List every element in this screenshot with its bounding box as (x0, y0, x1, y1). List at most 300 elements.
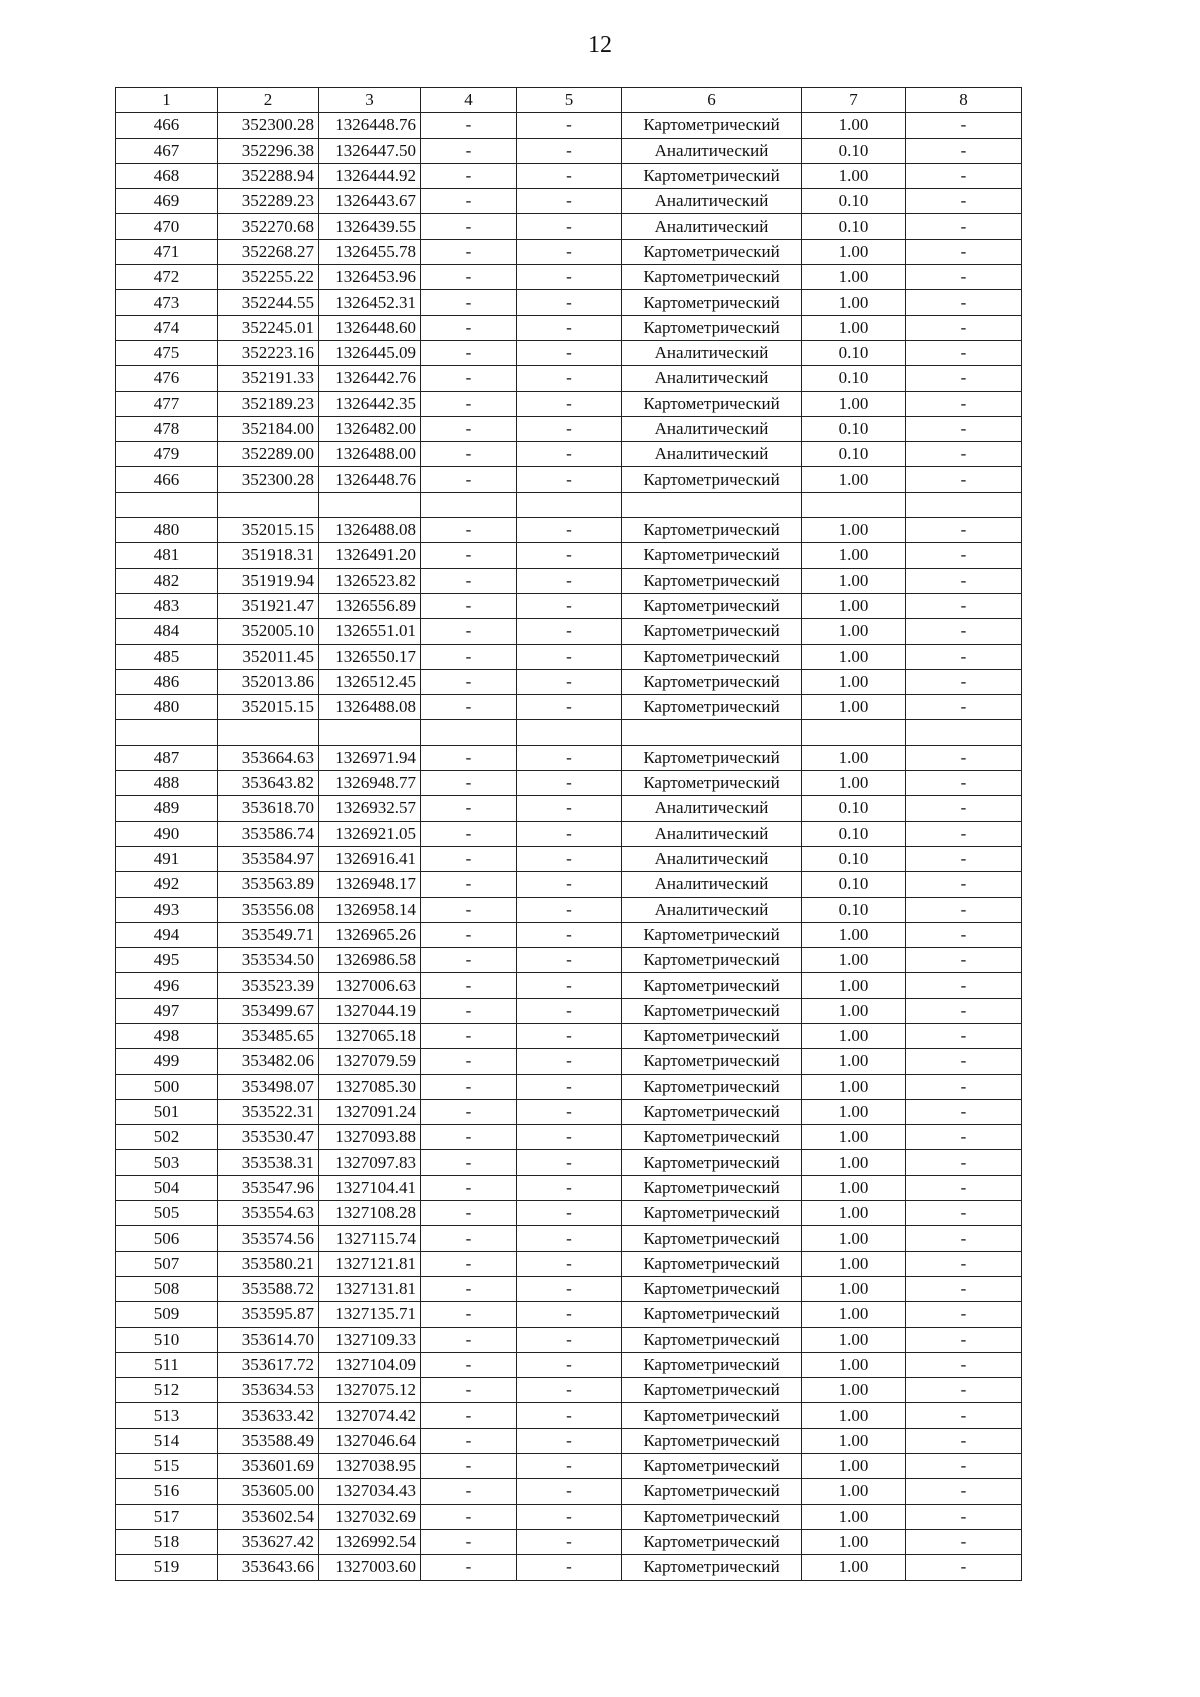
y-coordinate-cell: 1326439.55 (319, 214, 421, 239)
x-coordinate-cell: 353534.50 (218, 948, 319, 973)
column-header: 4 (421, 88, 517, 113)
col4-cell: - (421, 593, 517, 618)
col4-cell: - (421, 619, 517, 644)
column-header: 6 (622, 88, 802, 113)
col4-cell: - (421, 745, 517, 770)
table-row (116, 1150, 1022, 1175)
method-cell: Картометрический (622, 1555, 802, 1580)
accuracy-cell: 1.00 (802, 290, 906, 315)
col5-cell: - (517, 340, 622, 365)
y-coordinate-cell: 1326447.50 (319, 138, 421, 163)
table-row (116, 1276, 1022, 1301)
col5-cell: - (517, 821, 622, 846)
col8-cell (906, 492, 1022, 517)
y-coordinate-cell: 1327003.60 (319, 1555, 421, 1580)
table-row (116, 1454, 1022, 1479)
table-row (116, 1125, 1022, 1150)
col5-cell: - (517, 1049, 622, 1074)
col8-cell: - (906, 745, 1022, 770)
table-row (116, 872, 1022, 897)
y-coordinate-cell: 1327074.42 (319, 1403, 421, 1428)
y-coordinate-cell: 1327032.69 (319, 1504, 421, 1529)
point-number-cell: 480 (116, 518, 218, 543)
x-coordinate-cell: 353574.56 (218, 1226, 319, 1251)
col5-cell: - (517, 846, 622, 871)
x-coordinate-cell: 351921.47 (218, 593, 319, 618)
col8-cell: - (906, 340, 1022, 365)
col8-cell: - (906, 1504, 1022, 1529)
x-coordinate-cell: 351919.94 (218, 568, 319, 593)
point-number-cell (116, 492, 218, 517)
table-row (116, 1302, 1022, 1327)
table-row-separator (116, 720, 1022, 745)
point-number-cell: 473 (116, 290, 218, 315)
col4-cell: - (421, 796, 517, 821)
table-row (116, 922, 1022, 947)
point-number-cell: 482 (116, 568, 218, 593)
point-number-cell: 474 (116, 315, 218, 340)
coordinates-table (115, 87, 1022, 1581)
x-coordinate-cell: 353549.71 (218, 922, 319, 947)
col5-cell: - (517, 1454, 622, 1479)
point-number-cell: 512 (116, 1378, 218, 1403)
col8-cell: - (906, 1023, 1022, 1048)
accuracy-cell: 0.10 (802, 214, 906, 239)
col4-cell: - (421, 189, 517, 214)
col5-cell: - (517, 644, 622, 669)
method-cell: Аналитический (622, 846, 802, 871)
col8-cell: - (906, 695, 1022, 720)
accuracy-cell: 1.00 (802, 1226, 906, 1251)
point-number-cell: 470 (116, 214, 218, 239)
accuracy-cell: 1.00 (802, 998, 906, 1023)
col4-cell: - (421, 1403, 517, 1428)
y-coordinate-cell: 1326523.82 (319, 568, 421, 593)
y-coordinate-cell: 1326512.45 (319, 669, 421, 694)
accuracy-cell: 0.10 (802, 340, 906, 365)
point-number-cell: 502 (116, 1125, 218, 1150)
x-coordinate-cell: 353499.67 (218, 998, 319, 1023)
col4-cell: - (421, 1504, 517, 1529)
method-cell: Картометрический (622, 391, 802, 416)
point-number-cell: 507 (116, 1251, 218, 1276)
table-row (116, 467, 1022, 492)
y-coordinate-cell: 1327079.59 (319, 1049, 421, 1074)
accuracy-cell: 1.00 (802, 518, 906, 543)
x-coordinate-cell: 352184.00 (218, 416, 319, 441)
table-row (116, 1049, 1022, 1074)
point-number-cell: 477 (116, 391, 218, 416)
x-coordinate-cell: 353584.97 (218, 846, 319, 871)
x-coordinate-cell: 353627.42 (218, 1529, 319, 1554)
accuracy-cell: 1.00 (802, 1529, 906, 1554)
col4-cell: - (421, 1378, 517, 1403)
table-row (116, 366, 1022, 391)
col8-cell: - (906, 593, 1022, 618)
col5-cell: - (517, 973, 622, 998)
method-cell: Картометрический (622, 1226, 802, 1251)
column-header: 2 (218, 88, 319, 113)
col8-cell: - (906, 669, 1022, 694)
col4-cell: - (421, 1023, 517, 1048)
method-cell: Картометрический (622, 593, 802, 618)
col8-cell (906, 720, 1022, 745)
col8-cell: - (906, 897, 1022, 922)
y-coordinate-cell: 1326971.94 (319, 745, 421, 770)
col4-cell: - (421, 1049, 517, 1074)
col5-cell: - (517, 163, 622, 188)
method-cell: Аналитический (622, 138, 802, 163)
y-coordinate-cell: 1327093.88 (319, 1125, 421, 1150)
method-cell: Картометрический (622, 669, 802, 694)
x-coordinate-cell: 353580.21 (218, 1251, 319, 1276)
accuracy-cell: 1.00 (802, 391, 906, 416)
col4-cell: - (421, 138, 517, 163)
accuracy-cell: 1.00 (802, 1125, 906, 1150)
method-cell: Картометрический (622, 467, 802, 492)
x-coordinate-cell: 352289.23 (218, 189, 319, 214)
col5-cell: - (517, 1428, 622, 1453)
col8-cell: - (906, 771, 1022, 796)
col8-cell: - (906, 1099, 1022, 1124)
accuracy-cell: 1.00 (802, 1428, 906, 1453)
y-coordinate-cell: 1327108.28 (319, 1201, 421, 1226)
col5-cell: - (517, 1125, 622, 1150)
y-coordinate-cell: 1327075.12 (319, 1378, 421, 1403)
col4-cell: - (421, 695, 517, 720)
table-row (116, 1504, 1022, 1529)
x-coordinate-cell: 353643.82 (218, 771, 319, 796)
col8-cell: - (906, 1479, 1022, 1504)
accuracy-cell: 1.00 (802, 315, 906, 340)
col8-cell: - (906, 467, 1022, 492)
col5-cell: - (517, 1023, 622, 1048)
table-row-separator (116, 492, 1022, 517)
accuracy-cell: 0.10 (802, 189, 906, 214)
y-coordinate-cell: 1326992.54 (319, 1529, 421, 1554)
col8-cell: - (906, 113, 1022, 138)
y-coordinate-cell: 1326551.01 (319, 619, 421, 644)
accuracy-cell: 0.10 (802, 846, 906, 871)
table-row (116, 1403, 1022, 1428)
accuracy-cell: 1.00 (802, 745, 906, 770)
point-number-cell: 499 (116, 1049, 218, 1074)
col4-cell: - (421, 872, 517, 897)
point-number-cell: 504 (116, 1175, 218, 1200)
col8-cell: - (906, 1327, 1022, 1352)
col5-cell: - (517, 1352, 622, 1377)
accuracy-cell: 1.00 (802, 1479, 906, 1504)
col8-cell: - (906, 214, 1022, 239)
x-coordinate-cell: 353643.66 (218, 1555, 319, 1580)
accuracy-cell: 1.00 (802, 669, 906, 694)
table-row (116, 695, 1022, 720)
method-cell: Картометрический (622, 1023, 802, 1048)
accuracy-cell: 1.00 (802, 695, 906, 720)
point-number-cell: 516 (116, 1479, 218, 1504)
method-cell: Картометрический (622, 745, 802, 770)
method-cell: Картометрический (622, 973, 802, 998)
method-cell: Картометрический (622, 771, 802, 796)
method-cell: Картометрический (622, 922, 802, 947)
col8-cell: - (906, 1125, 1022, 1150)
column-header: 7 (802, 88, 906, 113)
y-coordinate-cell: 1326488.00 (319, 442, 421, 467)
y-coordinate-cell: 1326445.09 (319, 340, 421, 365)
x-coordinate-cell: 353595.87 (218, 1302, 319, 1327)
col8-cell: - (906, 239, 1022, 264)
y-coordinate-cell: 1326488.08 (319, 695, 421, 720)
table-row (116, 821, 1022, 846)
point-number-cell: 493 (116, 897, 218, 922)
col5-cell: - (517, 1504, 622, 1529)
y-coordinate-cell: 1326921.05 (319, 821, 421, 846)
method-cell: Аналитический (622, 189, 802, 214)
col4-cell: - (421, 948, 517, 973)
col8-cell: - (906, 1529, 1022, 1554)
table-header-row (116, 88, 1022, 113)
method-cell: Картометрический (622, 1428, 802, 1453)
col8-cell: - (906, 1302, 1022, 1327)
y-coordinate-cell (319, 492, 421, 517)
col5-cell: - (517, 1226, 622, 1251)
col8-cell: - (906, 416, 1022, 441)
y-coordinate-cell: 1326442.76 (319, 366, 421, 391)
point-number-cell: 466 (116, 467, 218, 492)
x-coordinate-cell: 353563.89 (218, 872, 319, 897)
x-coordinate-cell (218, 720, 319, 745)
y-coordinate-cell: 1326986.58 (319, 948, 421, 973)
table-row (116, 1479, 1022, 1504)
col4-cell: - (421, 821, 517, 846)
accuracy-cell: 1.00 (802, 1251, 906, 1276)
table-row (116, 644, 1022, 669)
x-coordinate-cell: 352270.68 (218, 214, 319, 239)
col5-cell: - (517, 1403, 622, 1428)
x-coordinate-cell: 353482.06 (218, 1049, 319, 1074)
method-cell: Картометрический (622, 1302, 802, 1327)
col4-cell: - (421, 442, 517, 467)
table-row (116, 1529, 1022, 1554)
point-number-cell: 490 (116, 821, 218, 846)
col4-cell: - (421, 998, 517, 1023)
method-cell: Картометрический (622, 1276, 802, 1301)
col8-cell: - (906, 391, 1022, 416)
col5-cell: - (517, 897, 622, 922)
method-cell: Картометрический (622, 543, 802, 568)
table-row (116, 568, 1022, 593)
accuracy-cell: 1.00 (802, 1276, 906, 1301)
table-row (116, 1023, 1022, 1048)
y-coordinate-cell: 1326443.67 (319, 189, 421, 214)
table-row (116, 593, 1022, 618)
y-coordinate-cell: 1327085.30 (319, 1074, 421, 1099)
col5-cell: - (517, 189, 622, 214)
x-coordinate-cell: 353614.70 (218, 1327, 319, 1352)
x-coordinate-cell: 353602.54 (218, 1504, 319, 1529)
point-number-cell: 513 (116, 1403, 218, 1428)
accuracy-cell: 0.10 (802, 821, 906, 846)
x-coordinate-cell: 352289.00 (218, 442, 319, 467)
accuracy-cell: 1.00 (802, 467, 906, 492)
col5-cell: - (517, 568, 622, 593)
col8-cell: - (906, 973, 1022, 998)
y-coordinate-cell (319, 720, 421, 745)
point-number-cell: 466 (116, 113, 218, 138)
col5-cell: - (517, 315, 622, 340)
col4-cell: - (421, 568, 517, 593)
accuracy-cell: 1.00 (802, 1023, 906, 1048)
col8-cell: - (906, 1352, 1022, 1377)
table-row (116, 239, 1022, 264)
method-cell: Картометрический (622, 290, 802, 315)
x-coordinate-cell: 352245.01 (218, 315, 319, 340)
col8-cell: - (906, 366, 1022, 391)
col5-cell: - (517, 138, 622, 163)
col5-cell: - (517, 214, 622, 239)
col4-cell: - (421, 973, 517, 998)
col4-cell: - (421, 922, 517, 947)
table-row (116, 897, 1022, 922)
table-row (116, 669, 1022, 694)
method-cell: Картометрический (622, 998, 802, 1023)
col5-cell: - (517, 1378, 622, 1403)
col5-cell (517, 720, 622, 745)
method-cell (622, 720, 802, 745)
y-coordinate-cell: 1326452.31 (319, 290, 421, 315)
col5-cell: - (517, 998, 622, 1023)
col8-cell: - (906, 1276, 1022, 1301)
y-coordinate-cell: 1327135.71 (319, 1302, 421, 1327)
y-coordinate-cell: 1326550.17 (319, 644, 421, 669)
col4-cell: - (421, 1099, 517, 1124)
col8-cell: - (906, 163, 1022, 188)
col5-cell: - (517, 695, 622, 720)
point-number-cell: 476 (116, 366, 218, 391)
method-cell: Картометрический (622, 1049, 802, 1074)
col4-cell: - (421, 416, 517, 441)
col4-cell: - (421, 1226, 517, 1251)
table-row (116, 265, 1022, 290)
accuracy-cell: 0.10 (802, 897, 906, 922)
col4-cell: - (421, 340, 517, 365)
point-number-cell: 492 (116, 872, 218, 897)
table-row (116, 163, 1022, 188)
y-coordinate-cell: 1326455.78 (319, 239, 421, 264)
col4-cell (421, 720, 517, 745)
col4-cell: - (421, 290, 517, 315)
col4-cell: - (421, 1555, 517, 1580)
x-coordinate-cell: 353618.70 (218, 796, 319, 821)
table-row (116, 619, 1022, 644)
y-coordinate-cell: 1327034.43 (319, 1479, 421, 1504)
method-cell: Картометрический (622, 163, 802, 188)
y-coordinate-cell: 1326444.92 (319, 163, 421, 188)
accuracy-cell: 1.00 (802, 239, 906, 264)
col4-cell: - (421, 1454, 517, 1479)
col5-cell: - (517, 1327, 622, 1352)
col5-cell: - (517, 543, 622, 568)
col4-cell: - (421, 1125, 517, 1150)
col8-cell: - (906, 821, 1022, 846)
y-coordinate-cell: 1326556.89 (319, 593, 421, 618)
point-number-cell: 479 (116, 442, 218, 467)
col5-cell: - (517, 1529, 622, 1554)
x-coordinate-cell: 352005.10 (218, 619, 319, 644)
accuracy-cell: 1.00 (802, 1049, 906, 1074)
accuracy-cell: 0.10 (802, 442, 906, 467)
point-number-cell: 505 (116, 1201, 218, 1226)
y-coordinate-cell: 1327109.33 (319, 1327, 421, 1352)
point-number-cell: 475 (116, 340, 218, 365)
y-coordinate-cell: 1326948.17 (319, 872, 421, 897)
col8-cell: - (906, 1226, 1022, 1251)
col8-cell: - (906, 138, 1022, 163)
table-row (116, 1352, 1022, 1377)
table-row (116, 1428, 1022, 1453)
accuracy-cell: 1.00 (802, 1403, 906, 1428)
column-header: 8 (906, 88, 1022, 113)
col4-cell: - (421, 644, 517, 669)
col8-cell: - (906, 796, 1022, 821)
col4-cell: - (421, 1327, 517, 1352)
accuracy-cell: 1.00 (802, 922, 906, 947)
accuracy-cell: 1.00 (802, 1150, 906, 1175)
table-row (116, 391, 1022, 416)
col8-cell: - (906, 1378, 1022, 1403)
col4-cell: - (421, 771, 517, 796)
method-cell: Картометрический (622, 1251, 802, 1276)
col4-cell: - (421, 1074, 517, 1099)
col4-cell: - (421, 897, 517, 922)
col8-cell: - (906, 265, 1022, 290)
col5-cell: - (517, 1555, 622, 1580)
table-row (116, 1175, 1022, 1200)
col5-cell: - (517, 1276, 622, 1301)
point-number-cell: 483 (116, 593, 218, 618)
x-coordinate-cell: 353601.69 (218, 1454, 319, 1479)
point-number-cell: 506 (116, 1226, 218, 1251)
y-coordinate-cell: 1327097.83 (319, 1150, 421, 1175)
accuracy-cell: 1.00 (802, 973, 906, 998)
col5-cell: - (517, 518, 622, 543)
col4-cell: - (421, 1251, 517, 1276)
method-cell: Картометрический (622, 1479, 802, 1504)
method-cell: Картометрический (622, 1175, 802, 1200)
point-number-cell: 489 (116, 796, 218, 821)
y-coordinate-cell: 1327131.81 (319, 1276, 421, 1301)
point-number-cell: 491 (116, 846, 218, 871)
col8-cell: - (906, 872, 1022, 897)
col8-cell: - (906, 1049, 1022, 1074)
col8-cell: - (906, 290, 1022, 315)
col4-cell: - (421, 366, 517, 391)
x-coordinate-cell: 353634.53 (218, 1378, 319, 1403)
method-cell: Картометрический (622, 1454, 802, 1479)
table-row (116, 771, 1022, 796)
y-coordinate-cell: 1326491.20 (319, 543, 421, 568)
accuracy-cell: 1.00 (802, 593, 906, 618)
point-number-cell: 510 (116, 1327, 218, 1352)
point-number-cell: 508 (116, 1276, 218, 1301)
col4-cell: - (421, 265, 517, 290)
x-coordinate-cell: 352255.22 (218, 265, 319, 290)
page-number: 12 (588, 32, 612, 58)
method-cell: Картометрический (622, 1125, 802, 1150)
y-coordinate-cell: 1326932.57 (319, 796, 421, 821)
col5-cell (517, 492, 622, 517)
point-number-cell: 498 (116, 1023, 218, 1048)
